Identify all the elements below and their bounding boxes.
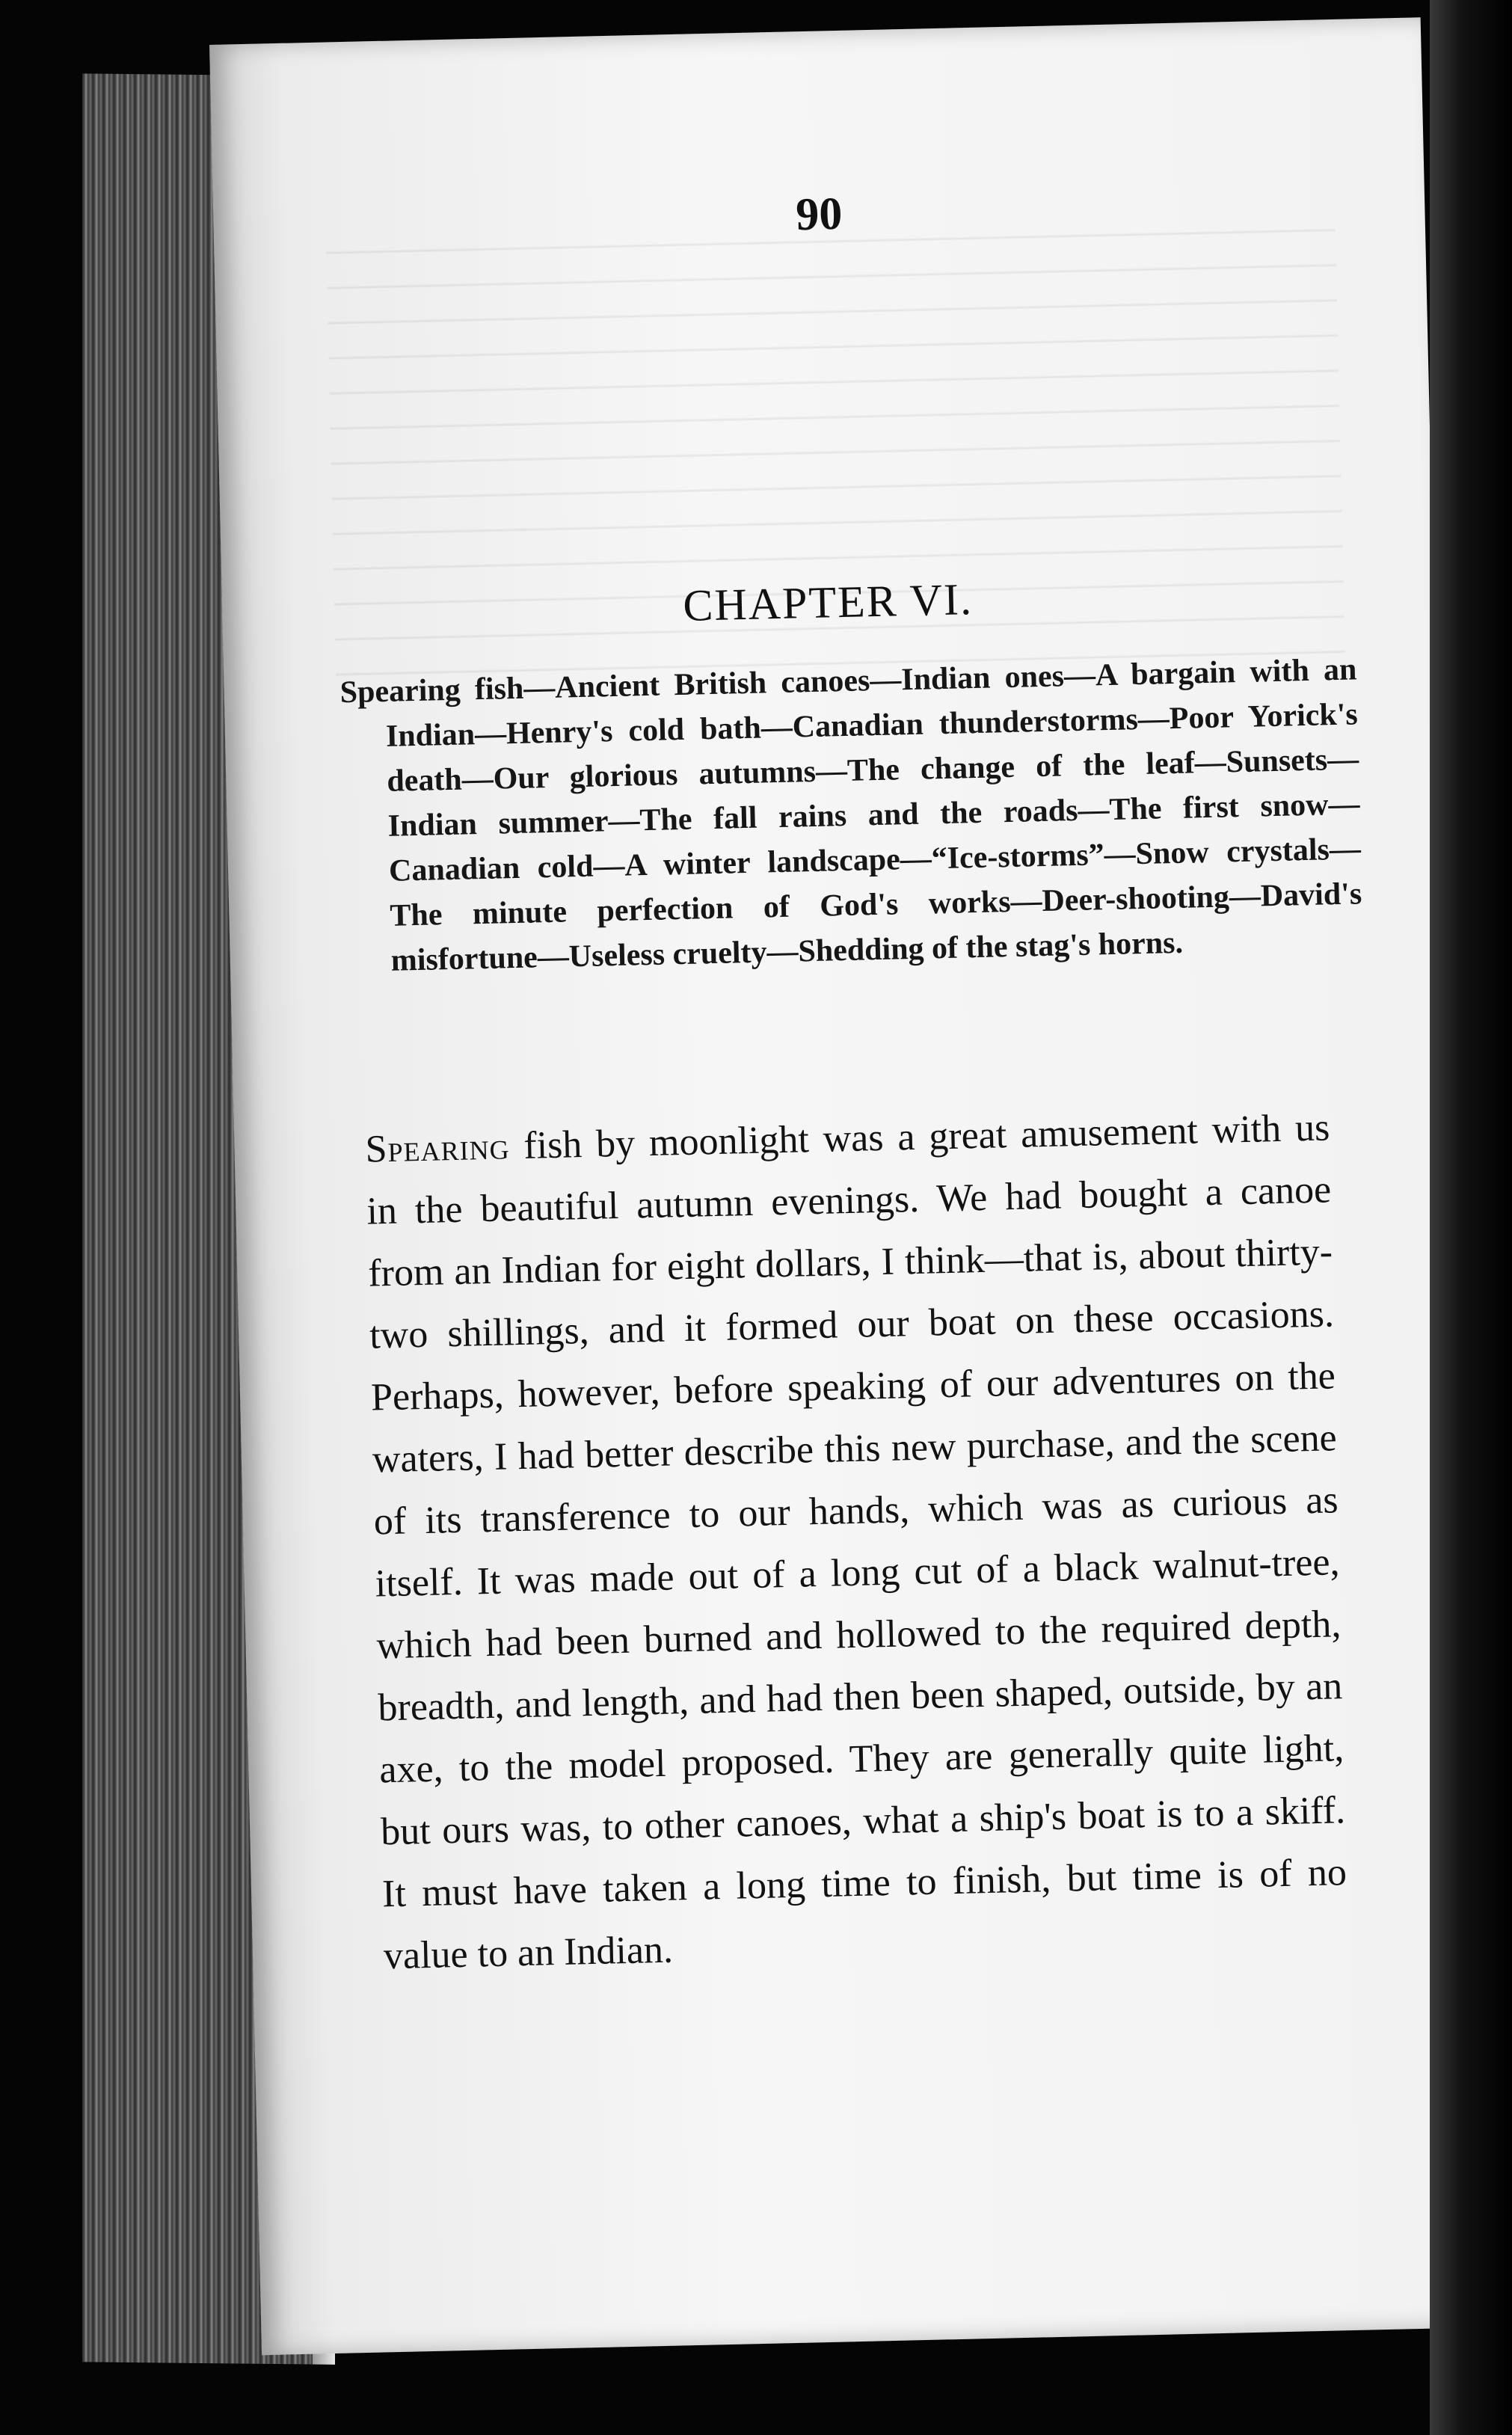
paragraph-text: fish by moonlight was a great amusement with us in the beautiful autumn evenings. We had bought a canoe from an Indian for eight dollars, I think—that is, about thirty-two shillings, and it formed our boat on these occasions. Perhaps, however, before speaking of our adventures on the waters, I had better describe this new purchase, and the scene of its transference to our hands, which was as curious as itself. It was made out of a long cut of a black walnut-tree, which had been burned and hollowed to the required depth, breadth, and length, and had then been shaped, outside, by an axe, to the model proposed. They are generally quite light, but ours was, to other canoes, what a ship's boat is to a skiff. It must have taken a long time to finish, but time is of no value to an Indian. xyxy=(366,1106,1347,1978)
book-page xyxy=(209,17,1473,2355)
scan-right-border xyxy=(1430,0,1512,2435)
body-paragraph xyxy=(365,1096,1349,1987)
page-number: 90 xyxy=(795,188,843,241)
chapter-title: CHAPTER VI. xyxy=(682,574,974,630)
chapter-synopsis: Spearing fish—Ancient British canoes—Indian ones—A bargain with an Indian—Henry's cold bath—Canadian thunderstorms—Poor Yorick's death—Our glorious autumns—The change of the leaf—Sunsets—Indian summer—The fall rains and the roads—The first snow—Canadian cold—A winter landscape—“Ice-storms”—Snow crystals—The minute perfection of God's works—Deer-shooting—David's misfortune—Useless cruelty—Shedding of the stag's horns. xyxy=(339,652,1362,978)
lead-word: Spearing xyxy=(364,1125,511,1171)
